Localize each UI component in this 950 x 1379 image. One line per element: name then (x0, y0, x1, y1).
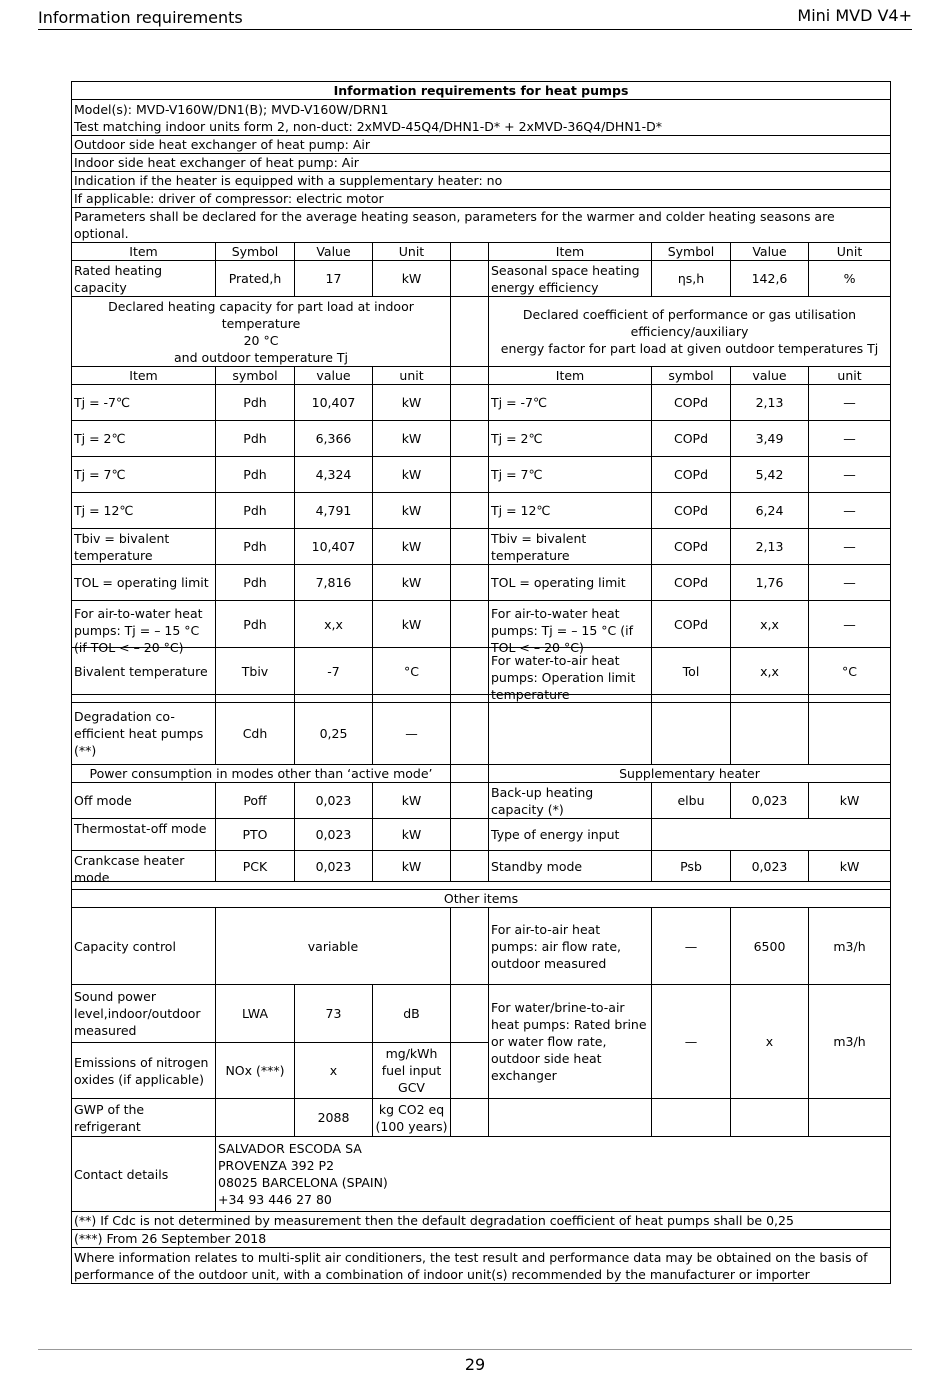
col-header-item: Item (489, 243, 652, 261)
rated-capacity-unit: kW (373, 261, 451, 297)
cop-unit: — (809, 565, 891, 601)
part-load-value: 7,816 (295, 565, 373, 601)
power-mode-unit: kW (373, 783, 451, 819)
power-mode-value: 0,023 (295, 851, 373, 882)
model-line: Model(s): MVD-V160W/DN1(B); MVD-V160W/DRN1 (74, 101, 389, 117)
empty-cell (731, 703, 809, 765)
gap-cell (451, 648, 489, 695)
header-divider (38, 29, 912, 30)
supp-heater-unit: kW (809, 851, 891, 882)
cop-unit: — (809, 529, 891, 565)
empty-cell (809, 1099, 891, 1137)
cop-item: Tbiv = bivalent temperature (489, 529, 652, 565)
cop-symbol: COPd (652, 565, 731, 601)
gap-cell (451, 783, 489, 819)
other-items-heading: Other items (72, 890, 891, 908)
compressor-driver: If applicable: driver of compressor: electric motor (72, 190, 891, 208)
indoor-heat-exchanger: Indoor side heat exchanger of heat pump: Air (72, 154, 891, 172)
col-header-item: Item (72, 243, 216, 261)
sound-unit: dB (373, 985, 451, 1043)
cop-unit: — (809, 601, 891, 648)
clipped-text: For air-to-water heat pumps: Tj = – 15 °C (if TOL < – 20 °C) (74, 606, 203, 655)
capacity-control-row (72, 908, 891, 985)
empty-cell (489, 1099, 652, 1137)
part-load-unit: °C (373, 648, 451, 695)
contact-phone: +34 93 446 27 80 (218, 1192, 332, 1207)
degradation-label: Degradation co-efficient heat pumps (**) (72, 703, 216, 765)
part-load-row (72, 385, 891, 421)
part-load-row (72, 457, 891, 493)
cop-unit: — (809, 385, 891, 421)
cop-item: Tj = -7℃ (489, 385, 652, 421)
part-load-row (72, 421, 891, 457)
cop-value: 2,13 (731, 385, 809, 421)
contact-row (72, 1137, 891, 1212)
header-product-name: Mini MVD V4+ (797, 6, 912, 25)
rated-row (72, 261, 891, 297)
cop-item: Tj = 2℃ (489, 421, 652, 457)
cop-item: Tj = 7℃ (489, 457, 652, 493)
part-load-item: Tj = -7℃ (72, 385, 216, 421)
water-flow-unit: m3/h (809, 985, 891, 1099)
part-load-unit: kW (373, 493, 451, 529)
heading-line: Declared heating capacity for part load at indoor temperature (108, 298, 414, 331)
gap-cell (451, 819, 489, 851)
contact-company: SALVADOR ESCODA SA (218, 1141, 362, 1156)
air-flow-symbol: — (652, 908, 731, 985)
rated-capacity-symbol: Prated,h (216, 261, 295, 297)
cop-unit: — (809, 493, 891, 529)
gap-cell (451, 243, 489, 261)
power-mode-symbol: Poff (216, 783, 295, 819)
part-load-value: 10,407 (295, 529, 373, 565)
part-load-symbol: Pdh (216, 529, 295, 565)
sound-symbol: LWA (216, 985, 295, 1043)
water-flow-label: For water/brine-to-air heat pumps: Rated brine or water flow rate, outdoor side heat exchanger (489, 985, 652, 1099)
cop-symbol: Tol (652, 648, 731, 695)
part-load-item: Tj = 12℃ (72, 493, 216, 529)
part-load-row (72, 565, 891, 601)
cop-item: TOL = operating limit (489, 565, 652, 601)
page-number: 29 (464, 1355, 486, 1374)
cop-value: 2,13 (731, 529, 809, 565)
note-date: (***) From 26 September 2018 (72, 1230, 891, 1248)
cop-item (489, 601, 652, 655)
water-flow-symbol: — (652, 985, 731, 1099)
part-load-value: -7 (295, 648, 373, 695)
nox-label: Emissions of nitrogen oxides (if applicable) (72, 1043, 216, 1099)
header-title: Information requirements (38, 8, 243, 27)
footer-divider (38, 1349, 912, 1350)
gap-cell (451, 703, 489, 765)
part-load-item: Bivalent temperature (72, 648, 216, 695)
water-flow-value: x (731, 985, 809, 1099)
power-modes-heading-row (72, 765, 891, 783)
seasonal-efficiency-label: Seasonal space heating energy efficiency (489, 261, 652, 297)
cop-value: 5,42 (731, 457, 809, 493)
heading-line: 20 °C (243, 332, 279, 348)
heading-line: energy factor for part load at given outdoor temperatures Tj (500, 341, 879, 356)
note-multisplit: Where information relates to multi-split air conditioners, the test result and performance data may be obtained on the basis of performance of the outdoor unit, with a combination of indoor unit(s) recommended by the manufacturer or importer (72, 1248, 891, 1284)
supp-heater-value: 0,023 (731, 783, 809, 819)
heading-line: efficiency/auxiliary (630, 324, 749, 339)
air-flow-label: For air-to-air heat pumps: air flow rate, outdoor measured (489, 908, 652, 985)
part-load-item: Tj = 7℃ (72, 457, 216, 493)
cop-symbol: COPd (652, 457, 731, 493)
heading-line: and outdoor temperature Tj (174, 349, 348, 365)
power-mode-symbol: PTO (216, 819, 295, 851)
supp-heater-unit: kW (809, 783, 891, 819)
part-load-symbol: Tbiv (216, 648, 295, 695)
clipped-text: For air-to-water heat pumps: Tj = – 15 °C (if TOL < – 20 °C) (491, 606, 633, 655)
lower-header-row (72, 367, 891, 385)
col-header-value: value (731, 367, 809, 385)
part-load-symbol: Pdh (216, 493, 295, 529)
cop-item: Tj = 12℃ (489, 493, 652, 529)
cop-item (489, 648, 652, 702)
col-header-unit: unit (373, 367, 451, 385)
power-mode-label (72, 819, 216, 851)
gwp-value: 2088 (295, 1099, 373, 1137)
nox-unit: mg/kWh fuel input GCV (373, 1043, 451, 1099)
gap-cell (451, 985, 489, 1043)
power-mode-unit: kW (373, 851, 451, 882)
power-modes-heading: Power consumption in modes other than ‘active mode’ (72, 765, 451, 783)
part-load-row (72, 648, 891, 695)
empty-cell (489, 703, 652, 765)
cop-unit: °C (809, 648, 891, 695)
seasonal-efficiency-symbol: ηs,h (652, 261, 731, 297)
supp-heater-symbol: Psb (652, 851, 731, 882)
cop-value: 3,49 (731, 421, 809, 457)
seasonal-efficiency-unit: % (809, 261, 891, 297)
contact-street: PROVENZA 392 P2 (218, 1158, 335, 1173)
degradation-row (72, 703, 891, 765)
col-header-symbol: Symbol (652, 243, 731, 261)
capacity-control-value: variable (216, 908, 451, 985)
gap-cell (451, 529, 489, 565)
empty-cell (652, 703, 731, 765)
gap-cell (451, 367, 489, 385)
contact-city: 08025 BARCELONA (SPAIN) (218, 1175, 388, 1190)
cop-symbol: COPd (652, 421, 731, 457)
cop-value: 6,24 (731, 493, 809, 529)
col-header-unit: Unit (373, 243, 451, 261)
heading-line: Declared coefficient of performance or gas utilisation (522, 307, 857, 322)
part-load-symbol: Pdh (216, 601, 295, 648)
air-flow-value: 6500 (731, 908, 809, 985)
part-load-value: 4,791 (295, 493, 373, 529)
cop-value: x,x (731, 648, 809, 695)
col-header-unit: Unit (809, 243, 891, 261)
season-note: Parameters shall be declared for the average heating season, parameters for the warmer and colder heating seasons are optional. (72, 208, 891, 243)
gwp-symbol (216, 1099, 295, 1137)
gap-cell (451, 1043, 489, 1099)
cop-symbol: COPd (652, 529, 731, 565)
supplementary-heater-indication: Indication if the heater is equipped with a supplementary heater: no (72, 172, 891, 190)
gwp-label: GWP of the refrigerant (72, 1099, 216, 1137)
part-load-item (72, 601, 216, 655)
gwp-unit: kg CO2 eq (100 years) (373, 1099, 451, 1137)
table-title: Information requirements for heat pumps (72, 82, 891, 100)
part-load-row (72, 493, 891, 529)
gap-cell (451, 1099, 489, 1137)
capacity-control-label: Capacity control (72, 908, 216, 985)
power-mode-label: Off mode (72, 783, 216, 819)
degradation-symbol: Cdh (216, 703, 295, 765)
nox-symbol: NOx (***) (216, 1043, 295, 1099)
gap-cell (451, 601, 489, 648)
power-mode-row (72, 819, 891, 851)
sound-label: Sound power level,indoor/outdoor measured (72, 985, 216, 1043)
cop-symbol: COPd (652, 385, 731, 421)
cop-unit: — (809, 457, 891, 493)
part-load-unit: kW (373, 601, 451, 648)
col-header-value: Value (731, 243, 809, 261)
part-load-item: TOL = operating limit (72, 565, 216, 601)
cop-value: 1,76 (731, 565, 809, 601)
nox-value: x (295, 1043, 373, 1099)
part-load-symbol: Pdh (216, 565, 295, 601)
clipped-text: Crankcase heater mode (74, 852, 185, 885)
power-mode-label (72, 851, 216, 885)
air-flow-unit: m3/h (809, 908, 891, 985)
degradation-unit: — (373, 703, 451, 765)
gap-cell (451, 851, 489, 882)
declared-capacity-heading (72, 297, 451, 367)
supp-heater-label: Standby mode (489, 851, 652, 882)
empty-cell (731, 1099, 809, 1137)
empty-cell (809, 703, 891, 765)
gap-cell (451, 457, 489, 493)
sound-row (72, 985, 891, 1043)
gap-cell (451, 565, 489, 601)
power-mode-row (72, 783, 891, 819)
outdoor-heat-exchanger: Outdoor side heat exchanger of heat pump: Air (72, 136, 891, 154)
col-header-item: Item (489, 367, 652, 385)
energy-input-type-value (652, 819, 891, 851)
cop-value: x,x (731, 601, 809, 648)
seasonal-efficiency-value: 142,6 (731, 261, 809, 297)
empty-cell (652, 1099, 731, 1137)
spacer-row (72, 882, 891, 890)
gap-cell (451, 908, 489, 985)
part-load-symbol: Pdh (216, 457, 295, 493)
part-load-row (72, 601, 891, 648)
gap-cell (451, 297, 489, 367)
cop-symbol: COPd (652, 601, 731, 648)
part-load-unit: kW (373, 565, 451, 601)
col-header-symbol: Symbol (216, 243, 295, 261)
part-load-symbol: Pdh (216, 385, 295, 421)
heat-pump-info-table (71, 81, 891, 1284)
power-mode-value: 0,023 (295, 783, 373, 819)
col-header-symbol: symbol (652, 367, 731, 385)
gap-cell (451, 765, 489, 783)
declared-cop-heading (489, 297, 891, 367)
col-header-value: value (295, 367, 373, 385)
part-load-unit: kW (373, 385, 451, 421)
clipped-text: Thermostat-off mode (74, 820, 207, 836)
part-load-value: 6,366 (295, 421, 373, 457)
rated-capacity-value: 17 (295, 261, 373, 297)
power-mode-row (72, 851, 891, 882)
degradation-value: 0,25 (295, 703, 373, 765)
part-load-value: 10,407 (295, 385, 373, 421)
power-mode-symbol: PCK (216, 851, 295, 882)
matching-line: Test matching indoor units form 2, non-duct: 2xMVD-45Q4/DHN1-D* + 2xMVD-36Q4/DHN1-D* (74, 118, 663, 134)
col-header-value: Value (295, 243, 373, 261)
part-load-value: 4,324 (295, 457, 373, 493)
supplementary-heater-heading: Supplementary heater (489, 765, 891, 783)
clipped-text: For water-to-air heat pumps: Operation limit temperature (491, 653, 636, 702)
gap-cell (451, 385, 489, 421)
col-header-item: Item (72, 367, 216, 385)
part-load-unit: kW (373, 457, 451, 493)
part-load-item: Tj = 2℃ (72, 421, 216, 457)
part-load-unit: kW (373, 421, 451, 457)
part-load-row (72, 529, 891, 565)
gap-cell (451, 261, 489, 297)
model-info (72, 100, 891, 136)
contact-label: Contact details (72, 1137, 216, 1212)
part-load-value: x,x (295, 601, 373, 648)
cop-symbol: COPd (652, 493, 731, 529)
spacer-row (72, 695, 891, 703)
rated-capacity-label: Rated heating capacity (72, 261, 216, 297)
note-cdc: (**) If Cdc is not determined by measurement then the default degradation coefficient of heat pumps shall be 0,25 (72, 1212, 891, 1230)
sound-value: 73 (295, 985, 373, 1043)
declared-heading-row (72, 297, 891, 367)
cop-unit: — (809, 421, 891, 457)
part-load-unit: kW (373, 529, 451, 565)
supp-heater-label: Back-up heating capacity (*) (489, 783, 652, 819)
part-load-symbol: Pdh (216, 421, 295, 457)
gap-cell (451, 493, 489, 529)
gap-cell (451, 421, 489, 457)
contact-details (216, 1137, 891, 1212)
power-mode-value: 0,023 (295, 819, 373, 851)
energy-input-type-label: Type of energy input (489, 819, 652, 851)
supp-heater-value: 0,023 (731, 851, 809, 882)
power-mode-unit: kW (373, 819, 451, 851)
col-header-symbol: symbol (216, 367, 295, 385)
gwp-row (72, 1099, 891, 1137)
col-header-unit: unit (809, 367, 891, 385)
part-load-item: Tbiv = bivalent temperature (72, 529, 216, 565)
supp-heater-symbol: elbu (652, 783, 731, 819)
upper-header-row (72, 243, 891, 261)
